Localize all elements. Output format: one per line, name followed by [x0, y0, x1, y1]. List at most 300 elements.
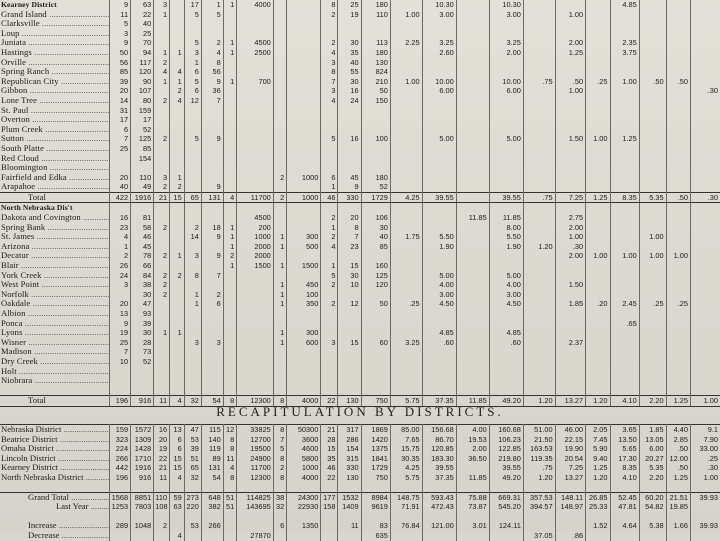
table-cell: [154, 38, 170, 48]
table-cell: [223, 134, 236, 144]
table-cell: 593.43: [422, 492, 456, 502]
row-label-text: Last Year .....: [56, 502, 110, 511]
table-cell: [338, 483, 361, 493]
table-cell: [523, 232, 555, 242]
table-cell: [523, 182, 555, 192]
table-cell: [237, 173, 274, 183]
table-cell: [237, 357, 274, 367]
table-cell: 196: [110, 396, 131, 407]
table-cell: [273, 271, 286, 281]
table-cell: 824: [361, 67, 390, 77]
row-label-text: Republican City .....: [1, 77, 110, 86]
table-cell: [691, 251, 720, 261]
table-cell: 4: [321, 48, 338, 58]
table-cell: 20: [154, 435, 170, 445]
table-cell: [691, 173, 720, 183]
table-cell: [223, 163, 236, 173]
table-cell: 2.00: [555, 251, 586, 261]
row-label: [0, 203, 110, 213]
table-cell: 110: [361, 10, 390, 20]
table-cell: [273, 10, 286, 20]
table-cell: [237, 203, 274, 213]
table-cell: [287, 357, 321, 367]
table-cell: 1.25: [586, 463, 610, 473]
table-cell: 180: [361, 0, 390, 10]
table-cell: 39.93: [691, 492, 720, 502]
row-label: [0, 163, 110, 173]
table-cell: 3: [184, 338, 201, 348]
table-cell: 28: [131, 338, 154, 348]
table-cell: [273, 86, 286, 96]
table-cell: 21: [154, 463, 170, 473]
table-cell: [691, 182, 720, 192]
table-cell: [321, 163, 338, 173]
table-cell: 1: [170, 173, 185, 183]
table-cell: [223, 367, 236, 377]
table-cell: [456, 77, 489, 87]
table-cell: [422, 182, 456, 192]
row-label-text: Dakota and Covington .....: [1, 213, 110, 222]
table-cell: [390, 106, 422, 116]
table-cell: [456, 376, 489, 386]
table-cell: 13.05: [639, 435, 666, 445]
row-label: [0, 299, 110, 309]
table-cell: [555, 203, 586, 213]
total-row: [0, 192, 720, 203]
table-cell: 273: [184, 492, 201, 502]
table-cell: 2: [321, 10, 338, 20]
table-cell: .50: [639, 77, 666, 87]
table-cell: 9: [110, 0, 131, 10]
table-cell: 114825: [237, 492, 274, 502]
table-cell: [639, 182, 666, 192]
table-cell: [223, 531, 236, 541]
table-cell: 2.25: [390, 38, 422, 48]
table-cell: 13: [110, 309, 131, 319]
table-cell: [691, 29, 720, 39]
table-row: [0, 38, 720, 48]
table-cell: 4: [170, 96, 185, 106]
table-cell: [555, 182, 586, 192]
table-cell: 4: [201, 48, 223, 58]
table-cell: [691, 144, 720, 154]
table-cell: [489, 309, 523, 319]
table-cell: [666, 125, 690, 135]
table-cell: [523, 338, 555, 348]
table-row: [0, 251, 720, 261]
table-cell: [639, 19, 666, 29]
table-cell: .30: [555, 242, 586, 252]
table-cell: [555, 357, 586, 367]
table-cell: [170, 19, 185, 29]
table-cell: 9619: [361, 502, 390, 512]
table-cell: [666, 203, 690, 213]
table-cell: 220: [184, 502, 201, 512]
table-cell: 107: [131, 86, 154, 96]
table-cell: 1253: [110, 502, 131, 512]
table-cell: [287, 77, 321, 87]
row-label-text: Increase .....: [28, 521, 110, 530]
table-cell: [110, 367, 131, 377]
table-cell: 16: [154, 425, 170, 435]
table-cell: [489, 125, 523, 135]
table-cell: 1428: [131, 444, 154, 454]
table-cell: 2: [273, 173, 286, 183]
table-cell: [184, 213, 201, 223]
row-label-text: Spring Ranch .....: [1, 67, 110, 76]
table-cell: [610, 261, 639, 271]
table-cell: [361, 154, 390, 164]
table-cell: [666, 213, 690, 223]
table-cell: 9: [110, 319, 131, 329]
table-cell: [489, 115, 523, 125]
table-cell: 4.85: [489, 328, 523, 338]
table-cell: [586, 280, 610, 290]
table-cell: [610, 115, 639, 125]
table-cell: [273, 125, 286, 135]
table-cell: [237, 483, 274, 493]
table-cell: 22: [321, 473, 338, 483]
table-cell: [223, 338, 236, 348]
table-cell: [237, 338, 274, 348]
table-cell: [237, 163, 274, 173]
table-cell: [201, 328, 223, 338]
table-cell: [523, 357, 555, 367]
table-cell: [184, 163, 201, 173]
table-cell: [456, 347, 489, 357]
table-cell: [321, 29, 338, 39]
table-cell: [456, 261, 489, 271]
table-cell: [390, 271, 422, 281]
table-row: [0, 521, 720, 531]
table-cell: 14: [184, 232, 201, 242]
table-cell: 1.00: [639, 232, 666, 242]
table-cell: 1: [273, 338, 286, 348]
table-cell: 19: [338, 10, 361, 20]
table-cell: 6: [273, 521, 286, 531]
table-cell: 5800: [287, 454, 321, 464]
row-label-text: Kearney District .....: [1, 463, 110, 472]
table-cell: [390, 163, 422, 173]
table-cell: [489, 29, 523, 39]
table-cell: [523, 38, 555, 48]
table-cell: [422, 223, 456, 233]
table-cell: 1: [154, 77, 170, 87]
table-cell: [639, 106, 666, 116]
table-cell: 3.25: [390, 338, 422, 348]
row-label-text: Lyons .....: [1, 328, 110, 337]
table-cell: [201, 357, 223, 367]
table-cell: [691, 386, 720, 396]
table-cell: [390, 290, 422, 300]
table-cell: .50: [666, 444, 690, 454]
table-cell: [338, 328, 361, 338]
table-cell: [456, 29, 489, 39]
table-cell: 2: [223, 251, 236, 261]
table-cell: [456, 483, 489, 493]
table-cell: 22: [321, 396, 338, 407]
table-cell: 10.00: [489, 77, 523, 87]
table-cell: 12: [223, 425, 236, 435]
table-cell: 1.00: [586, 251, 610, 261]
table-cell: [456, 386, 489, 396]
table-cell: 24300: [287, 492, 321, 502]
table-cell: [390, 86, 422, 96]
table-cell: 8851: [131, 492, 154, 502]
table-cell: [523, 19, 555, 29]
table-cell: [666, 163, 690, 173]
table-cell: 71.91: [390, 502, 422, 512]
table-cell: 1: [223, 0, 236, 10]
table-cell: [223, 347, 236, 357]
table-cell: 1.66: [666, 521, 690, 531]
table-cell: [287, 531, 321, 541]
table-cell: [489, 376, 523, 386]
table-cell: 1500: [237, 261, 274, 271]
table-cell: 13.27: [555, 473, 586, 483]
table-cell: [639, 531, 666, 541]
table-cell: 25: [338, 0, 361, 10]
table-cell: 15: [170, 463, 185, 473]
table-cell: [338, 357, 361, 367]
row-label-text: Plum Creek .....: [1, 125, 110, 134]
row-label: [0, 531, 110, 541]
table-cell: 2: [201, 38, 223, 48]
table-cell: [287, 319, 321, 329]
table-cell: 1869: [361, 425, 390, 435]
table-cell: [422, 144, 456, 154]
table-cell: [184, 203, 201, 213]
table-cell: 36: [201, 86, 223, 96]
table-cell: [639, 144, 666, 154]
table-cell: 20: [110, 299, 131, 309]
table-cell: 224: [110, 444, 131, 454]
table-cell: [223, 86, 236, 96]
table-cell: 1568: [110, 492, 131, 502]
table-cell: [610, 347, 639, 357]
table-cell: [523, 67, 555, 77]
table-cell: [390, 261, 422, 271]
table-cell: [223, 328, 236, 338]
table-cell: [666, 0, 690, 10]
table-cell: 2: [154, 134, 170, 144]
table-cell: 289: [110, 521, 131, 531]
table-row: [0, 309, 720, 319]
table-cell: [237, 299, 274, 309]
table-cell: [489, 163, 523, 173]
table-cell: [273, 531, 286, 541]
table-cell: 2: [154, 223, 170, 233]
table-cell: 28: [321, 435, 338, 445]
table-cell: 2.20: [639, 473, 666, 483]
table-cell: [237, 134, 274, 144]
table-cell: 75.88: [456, 492, 489, 502]
table-cell: [170, 232, 185, 242]
table-cell: 3.65: [610, 425, 639, 435]
table-cell: 56: [110, 58, 131, 68]
table-cell: [201, 173, 223, 183]
table-cell: [361, 290, 390, 300]
table-cell: [610, 290, 639, 300]
row-label-text: Grand Total .....: [28, 492, 110, 502]
table-cell: [639, 347, 666, 357]
table-cell: [273, 483, 286, 493]
table-cell: 1.20: [586, 396, 610, 407]
table-cell: [184, 261, 201, 271]
table-cell: 148.97: [555, 502, 586, 512]
table-cell: [456, 163, 489, 173]
table-cell: 3.00: [489, 290, 523, 300]
row-label-text: Sutton .....: [1, 134, 110, 143]
table-cell: [691, 299, 720, 309]
table-cell: [555, 386, 586, 396]
table-cell: 1.00: [691, 396, 720, 407]
table-cell: [321, 347, 338, 357]
table-cell: [523, 328, 555, 338]
table-cell: [666, 347, 690, 357]
table-cell: [610, 386, 639, 396]
table-cell: 85: [131, 144, 154, 154]
row-label-text: Nebraska District .....: [1, 425, 110, 435]
table-cell: 35: [338, 48, 361, 58]
table-cell: [273, 144, 286, 154]
table-cell: 5.65: [610, 444, 639, 454]
table-cell: 5: [273, 444, 286, 454]
table-cell: [237, 86, 274, 96]
table-cell: [639, 483, 666, 493]
table-cell: [223, 213, 236, 223]
table-cell: 183.30: [422, 454, 456, 464]
table-cell: 20: [338, 213, 361, 223]
table-cell: [273, 106, 286, 116]
table-cell: 22.15: [555, 435, 586, 445]
row-label-text: York Creek .....: [1, 271, 110, 280]
table-cell: [223, 309, 236, 319]
table-cell: 21: [154, 192, 170, 203]
table-cell: [691, 77, 720, 87]
table-cell: [555, 96, 586, 106]
table-cell: 1: [273, 280, 286, 290]
table-cell: [154, 376, 170, 386]
table-cell: 1000: [287, 463, 321, 473]
table-cell: [361, 328, 390, 338]
table-cell: [666, 357, 690, 367]
table-cell: 17: [184, 0, 201, 10]
table-cell: 9: [201, 134, 223, 144]
table-cell: [523, 512, 555, 521]
table-cell: [170, 223, 185, 233]
table-cell: [610, 367, 639, 377]
table-cell: 2.05: [586, 425, 610, 435]
table-cell: [170, 338, 185, 348]
table-cell: [691, 163, 720, 173]
table-cell: [338, 290, 361, 300]
table-cell: [237, 290, 274, 300]
table-cell: 40: [361, 232, 390, 242]
table-cell: [361, 115, 390, 125]
table-cell: 52: [131, 125, 154, 135]
table-cell: 4: [170, 67, 185, 77]
row-label: [0, 223, 110, 233]
table-cell: 40: [110, 182, 131, 192]
table-cell: [154, 338, 170, 348]
table-cell: 46: [321, 463, 338, 473]
table-cell: [201, 367, 223, 377]
table-cell: [422, 67, 456, 77]
table-cell: 154: [131, 154, 154, 164]
table-cell: 3.00: [489, 10, 523, 20]
table-cell: [586, 125, 610, 135]
table-cell: [555, 154, 586, 164]
table-cell: 4.25: [390, 463, 422, 473]
table-cell: 26: [110, 261, 131, 271]
table-cell: 110: [131, 173, 154, 183]
table-cell: 21.50: [523, 435, 555, 445]
table-cell: 1.52: [586, 521, 610, 531]
table-cell: [184, 357, 201, 367]
table-cell: 1.00: [390, 10, 422, 20]
row-label-text: North Nebraska Dis't: [1, 203, 73, 213]
table-cell: [338, 203, 361, 213]
table-row: [0, 48, 720, 58]
table-row: [0, 425, 720, 435]
table-cell: .30: [691, 192, 720, 203]
table-cell: 17: [131, 115, 154, 125]
table-cell: 15: [321, 444, 338, 454]
table-cell: [666, 106, 690, 116]
row-label-text: Overton .....: [1, 115, 110, 124]
table-cell: 8: [273, 425, 286, 435]
table-cell: [184, 280, 201, 290]
table-cell: 4.50: [489, 299, 523, 309]
table-cell: .50: [666, 192, 690, 203]
table-row: [0, 223, 720, 233]
table-cell: 1: [184, 290, 201, 300]
table-cell: [666, 38, 690, 48]
table-cell: [237, 106, 274, 116]
table-row: [0, 483, 720, 493]
table-cell: 5.50: [422, 232, 456, 242]
table-cell: [154, 357, 170, 367]
table-cell: [184, 531, 201, 541]
table-cell: .25: [691, 454, 720, 464]
table-cell: 53: [184, 435, 201, 445]
table-cell: 30: [338, 77, 361, 87]
table-cell: [639, 154, 666, 164]
table-cell: 4.25: [390, 192, 422, 203]
table-cell: [237, 96, 274, 106]
table-cell: 2: [321, 213, 338, 223]
table-cell: 3.00: [422, 10, 456, 20]
row-label-text: St. James .....: [1, 232, 110, 241]
table-cell: [131, 376, 154, 386]
table-cell: 4.10: [610, 396, 639, 407]
table-cell: 6: [170, 435, 185, 445]
table-cell: [321, 531, 338, 541]
table-cell: 9: [201, 77, 223, 87]
row-label-text: North Nebraska District .....: [1, 473, 110, 482]
table-cell: 16: [110, 213, 131, 223]
table-cell: 1.90: [489, 242, 523, 252]
table-cell: 158: [321, 502, 338, 512]
table-cell: [273, 319, 286, 329]
table-cell: [223, 10, 236, 20]
table-cell: 50: [361, 86, 390, 96]
table-cell: [170, 203, 185, 213]
table-cell: 1: [321, 261, 338, 271]
table-cell: [610, 280, 639, 290]
table-cell: .25: [639, 299, 666, 309]
